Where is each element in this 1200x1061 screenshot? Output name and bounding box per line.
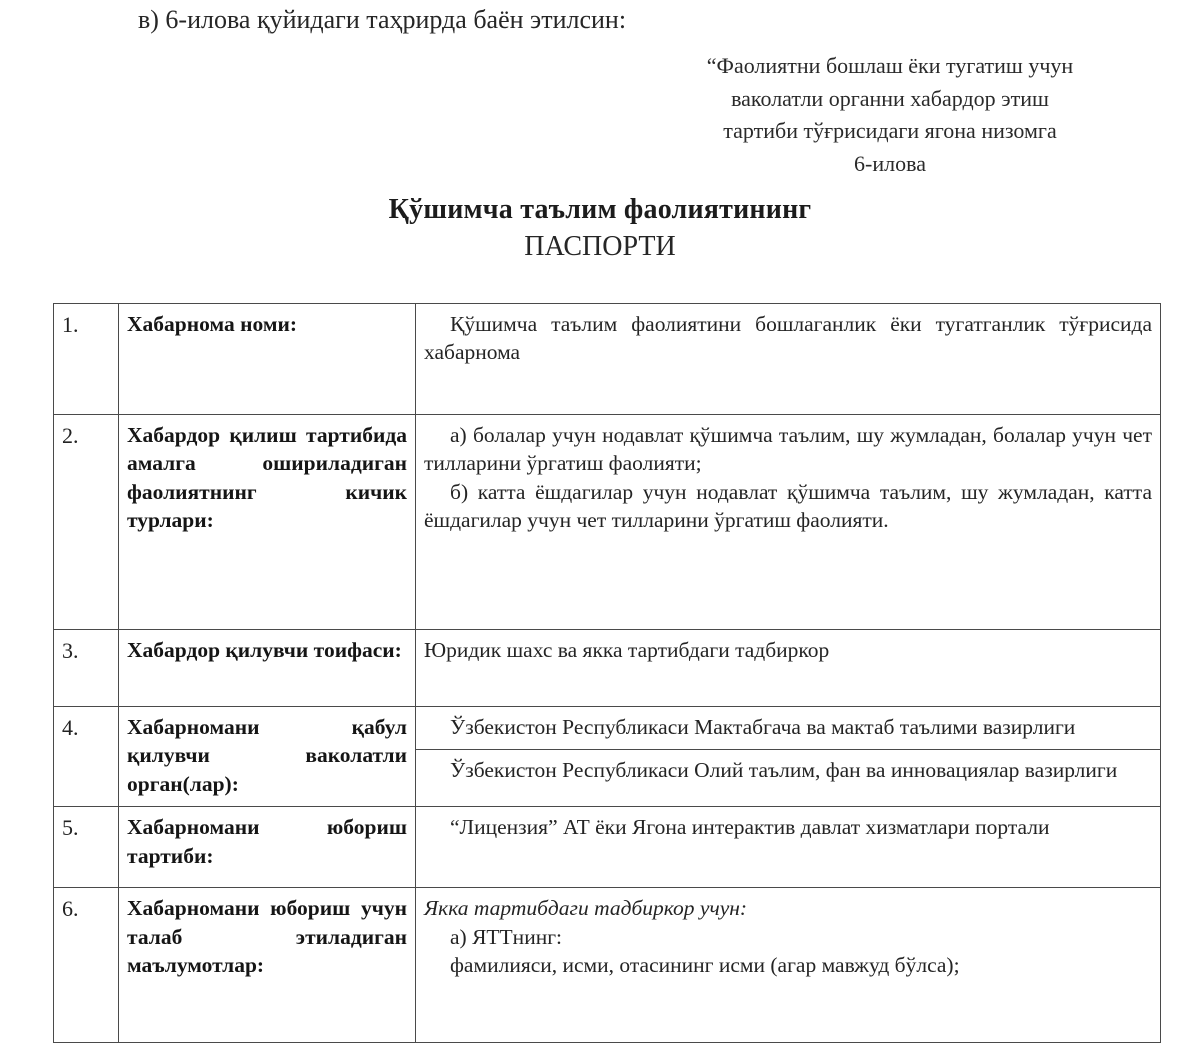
row-label-text: Хабарномани қабул қилувчи ваколатли орган(лар): bbox=[127, 715, 407, 796]
annex-reference-line-4: 6-илова bbox=[854, 150, 926, 176]
annex-reference-block bbox=[660, 50, 1120, 180]
row-label-text: Хабардор қилувчи тоифаси: bbox=[127, 638, 402, 662]
page-title-sub: ПАСПОРТИ bbox=[524, 231, 676, 262]
row-value bbox=[416, 707, 1161, 807]
row-label bbox=[119, 304, 416, 415]
row-number: 3. bbox=[54, 630, 119, 707]
row-value-subtable bbox=[416, 707, 1160, 793]
subrow bbox=[416, 750, 1160, 793]
passport-table bbox=[53, 303, 1161, 1043]
row-value-line: а) болалар учун нодавлат қўшимча таълим, шу жумладан, болалар учун чет тилларини ўргатиш фаолияти; bbox=[424, 423, 1152, 476]
annex-reference-line-2: ваколатли органни хабардор этиш bbox=[731, 85, 1049, 111]
page-title bbox=[0, 192, 1200, 265]
subrow-cell bbox=[416, 750, 1160, 793]
table-row bbox=[54, 630, 1161, 707]
row-value-line: Ўзбекистон Республикаси Мактабгача ва мактаб таълими вазирлиги bbox=[450, 715, 1076, 739]
table-row bbox=[54, 888, 1161, 1043]
row-label bbox=[119, 888, 416, 1043]
row-label bbox=[119, 807, 416, 888]
row-number: 2. bbox=[54, 415, 119, 630]
row-number: 4. bbox=[54, 707, 119, 807]
row-label bbox=[119, 707, 416, 807]
row-value-line: Юридик шахс ва якка тартибдаги тадбиркор bbox=[424, 638, 830, 662]
subrow bbox=[416, 707, 1160, 750]
row-value-line: Ўзбекистон Республикаси Олий таълим, фан ва инновациялар вазирлиги bbox=[450, 758, 1118, 783]
row-label-text: Хабардор қилиш тартибида амалга ошириладиган фаолиятнинг кичик турлари: bbox=[127, 423, 407, 533]
row-label-text: Хабарнома номи: bbox=[127, 312, 298, 336]
row-value-line: Якка тартибдаги тадбиркор учун: bbox=[424, 896, 748, 921]
row-value-line: б) катта ёшдагилар учун нодавлат қўшимча таълим, шу жумладан, катта ёшдагилар учун чет тилларини ўргатиш фаолияти. bbox=[424, 479, 1152, 533]
row-value bbox=[416, 888, 1161, 1043]
row-value-line: фамилияси, исми, отасининг исми (агар мавжуд бўлса); bbox=[450, 952, 960, 977]
row-number: 1. bbox=[54, 304, 119, 415]
row-value bbox=[416, 304, 1161, 415]
row-value-line: “Лицензия” АТ ёки Ягона интерактив давлат хизматлари портали bbox=[450, 815, 1050, 840]
page-title-main: Қўшимча таълим фаолиятининг bbox=[388, 194, 812, 225]
table-row bbox=[54, 304, 1161, 415]
table-row bbox=[54, 707, 1161, 807]
row-value bbox=[416, 807, 1161, 888]
row-number: 5. bbox=[54, 807, 119, 888]
subrow-cell bbox=[416, 707, 1160, 750]
row-value bbox=[416, 415, 1161, 630]
row-number: 6. bbox=[54, 888, 119, 1043]
row-value-line: Қўшимча таълим фаолиятини бошлаганлик ёки тугатганлик тўғрисида хабарнома bbox=[424, 312, 1152, 365]
intro-paragraph: в) 6-илова қуйидаги таҳрирда баён этилсин: bbox=[138, 5, 627, 34]
row-label bbox=[119, 415, 416, 630]
row-label bbox=[119, 630, 416, 707]
row-value bbox=[416, 630, 1161, 707]
annex-reference-line-1: “Фаолиятни бошлаш ёки тугатиш учун bbox=[706, 53, 1074, 78]
table-row bbox=[54, 807, 1161, 888]
table-row bbox=[54, 415, 1161, 630]
annex-reference-line-3: тартиби тўғрисидаги ягона низомга bbox=[723, 118, 1057, 144]
row-label-text: Хабарномани юбориш учун талаб этиладиган маълумотлар: bbox=[127, 896, 407, 977]
row-label-text: Хабарномани юбориш тартиби: bbox=[127, 815, 407, 868]
row-value-line: а) ЯТТнинг: bbox=[450, 924, 562, 949]
